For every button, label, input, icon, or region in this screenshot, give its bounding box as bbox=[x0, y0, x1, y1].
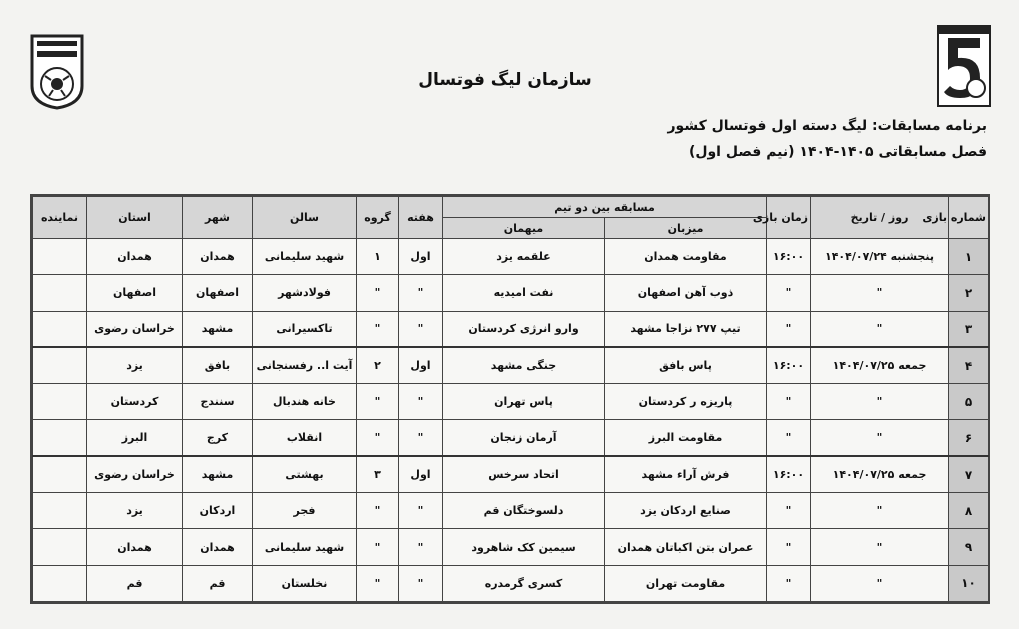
cell-date: " bbox=[811, 275, 949, 311]
cell-week: " bbox=[399, 275, 443, 311]
cell-guest: علقمه یزد bbox=[443, 239, 605, 275]
header-number: شماره بازی bbox=[949, 197, 989, 239]
cell-week: " bbox=[399, 529, 443, 565]
cell-city: مشهد bbox=[183, 456, 253, 492]
table-row bbox=[33, 311, 989, 347]
cell-week: اول bbox=[399, 347, 443, 383]
table-row bbox=[33, 420, 989, 456]
cell-guest: اتحاد سرخس bbox=[443, 456, 605, 492]
cell-guest: کسری گرمدره bbox=[443, 565, 605, 601]
schedule-table-container bbox=[30, 194, 990, 604]
competition-title: برنامه مسابقات: لیگ دسته اول فوتسال کشور bbox=[667, 118, 987, 134]
cell-province: اصفهان bbox=[87, 275, 183, 311]
cell-date: " bbox=[811, 420, 949, 456]
cell-num: ۲ bbox=[949, 275, 989, 311]
cell-rep bbox=[33, 347, 87, 383]
cell-province: خراسان رضوی bbox=[87, 311, 183, 347]
cell-province: همدان bbox=[87, 239, 183, 275]
cell-guest: وارو انرژی کردستان bbox=[443, 311, 605, 347]
cell-num: ۶ bbox=[949, 420, 989, 456]
cell-guest: آرمان زنجان bbox=[443, 420, 605, 456]
cell-time: " bbox=[767, 420, 811, 456]
cell-date: " bbox=[811, 493, 949, 529]
cell-date: پنجشنبه ۱۴۰۴/۰۷/۲۴ bbox=[811, 239, 949, 275]
cell-group: " bbox=[357, 529, 399, 565]
cell-group: " bbox=[357, 420, 399, 456]
cell-group: ۱ bbox=[357, 239, 399, 275]
cell-guest: پاس تهران bbox=[443, 384, 605, 420]
header-time: زمان بازی bbox=[767, 197, 811, 239]
table-row bbox=[33, 239, 989, 275]
cell-host: مقاومت همدان bbox=[605, 239, 767, 275]
cell-num: ۳ bbox=[949, 311, 989, 347]
cell-week: " bbox=[399, 311, 443, 347]
cell-date: " bbox=[811, 565, 949, 601]
cell-city: همدان bbox=[183, 529, 253, 565]
cell-rep bbox=[33, 456, 87, 492]
cell-week: " bbox=[399, 384, 443, 420]
cell-host: ذوب آهن اصفهان bbox=[605, 275, 767, 311]
table-row bbox=[33, 384, 989, 420]
cell-city: سنندج bbox=[183, 384, 253, 420]
cell-time: " bbox=[767, 384, 811, 420]
cell-host: تیپ ۲۷۷ نزاجا مشهد bbox=[605, 311, 767, 347]
cell-city: بافق bbox=[183, 347, 253, 383]
cell-group: " bbox=[357, 384, 399, 420]
cell-group: " bbox=[357, 311, 399, 347]
cell-num: ۵ bbox=[949, 384, 989, 420]
cell-time: " bbox=[767, 565, 811, 601]
cell-rep bbox=[33, 565, 87, 601]
cell-group: ۲ bbox=[357, 347, 399, 383]
cell-city: اصفهان bbox=[183, 275, 253, 311]
cell-host: مقاومت البرز bbox=[605, 420, 767, 456]
cell-num: ۱ bbox=[949, 239, 989, 275]
cell-num: ۷ bbox=[949, 456, 989, 492]
header-province: استان bbox=[87, 197, 183, 239]
cell-hall: شهید سلیمانی bbox=[253, 529, 357, 565]
cell-num: ۹ bbox=[949, 529, 989, 565]
cell-city: مشهد bbox=[183, 311, 253, 347]
table-row bbox=[33, 529, 989, 565]
cell-time: ۱۶:۰۰ bbox=[767, 239, 811, 275]
cell-group: " bbox=[357, 493, 399, 529]
header-guest: میهمان bbox=[443, 218, 605, 239]
cell-hall: خانه هندبال bbox=[253, 384, 357, 420]
cell-guest: سیمین کک شاهرود bbox=[443, 529, 605, 565]
cell-date: جمعه ۱۴۰۴/۰۷/۲۵ bbox=[811, 347, 949, 383]
season-title: فصل مسابقاتی ۱۴۰۵-۱۴۰۴ (نیم فصل اول) bbox=[688, 144, 987, 160]
cell-host: مقاومت تهران bbox=[605, 565, 767, 601]
org-title: سازمان لیگ فوتسال bbox=[418, 70, 592, 90]
cell-group: " bbox=[357, 565, 399, 601]
cell-week: اول bbox=[399, 456, 443, 492]
cell-guest: جنگی مشهد bbox=[443, 347, 605, 383]
header-rep: نماینده bbox=[33, 197, 87, 239]
cell-city: قم bbox=[183, 565, 253, 601]
cell-group: " bbox=[357, 275, 399, 311]
cell-rep bbox=[33, 275, 87, 311]
cell-host: پاس بافق bbox=[605, 347, 767, 383]
cell-province: قم bbox=[87, 565, 183, 601]
cell-week: " bbox=[399, 493, 443, 529]
header-match: مسابقه بین دو تیم bbox=[443, 197, 767, 218]
cell-host: فرش آراء مشهد bbox=[605, 456, 767, 492]
header-group: گروه bbox=[357, 197, 399, 239]
header-host: میزبان bbox=[605, 218, 767, 239]
cell-num: ۸ bbox=[949, 493, 989, 529]
schedule-table bbox=[32, 196, 989, 602]
cell-time: ۱۶:۰۰ bbox=[767, 456, 811, 492]
federation-logo-icon bbox=[28, 32, 86, 110]
cell-province: یزد bbox=[87, 347, 183, 383]
cell-hall: بهشتی bbox=[253, 456, 357, 492]
cell-hall: انقلاب bbox=[253, 420, 357, 456]
cell-week: اول bbox=[399, 239, 443, 275]
cell-hall: فولادشهر bbox=[253, 275, 357, 311]
cell-date: " bbox=[811, 384, 949, 420]
table-row bbox=[33, 565, 989, 601]
schedule-rows bbox=[33, 239, 989, 602]
header-week: هفته bbox=[399, 197, 443, 239]
table-row bbox=[33, 456, 989, 492]
cell-host: صنایع اردکان یزد bbox=[605, 493, 767, 529]
header-date: روز / تاریخ bbox=[811, 197, 949, 239]
cell-rep bbox=[33, 529, 87, 565]
cell-time: " bbox=[767, 493, 811, 529]
cell-hall: شهید سلیمانی bbox=[253, 239, 357, 275]
cell-date: " bbox=[811, 529, 949, 565]
cell-rep bbox=[33, 239, 87, 275]
cell-province: خراسان رضوی bbox=[87, 456, 183, 492]
cell-time: " bbox=[767, 529, 811, 565]
cell-week: " bbox=[399, 565, 443, 601]
cell-rep bbox=[33, 311, 87, 347]
table-row bbox=[33, 347, 989, 383]
cell-time: " bbox=[767, 275, 811, 311]
cell-hall: فجر bbox=[253, 493, 357, 529]
header-city: شهر bbox=[183, 197, 253, 239]
cell-rep bbox=[33, 384, 87, 420]
futsal-league-logo-icon bbox=[936, 24, 992, 108]
header-hall: سالن bbox=[253, 197, 357, 239]
cell-host: عمران بتن اکباتان همدان bbox=[605, 529, 767, 565]
cell-date: جمعه ۱۴۰۴/۰۷/۲۵ bbox=[811, 456, 949, 492]
cell-city: کرج bbox=[183, 420, 253, 456]
cell-city: اردکان bbox=[183, 493, 253, 529]
cell-num: ۴ bbox=[949, 347, 989, 383]
cell-rep bbox=[33, 493, 87, 529]
cell-week: " bbox=[399, 420, 443, 456]
cell-guest: دلسوختگان قم bbox=[443, 493, 605, 529]
table-row bbox=[33, 493, 989, 529]
cell-num: ۱۰ bbox=[949, 565, 989, 601]
cell-province: همدان bbox=[87, 529, 183, 565]
cell-time: ۱۶:۰۰ bbox=[767, 347, 811, 383]
cell-city: همدان bbox=[183, 239, 253, 275]
table-row bbox=[33, 275, 989, 311]
cell-province: کردستان bbox=[87, 384, 183, 420]
cell-rep bbox=[33, 420, 87, 456]
cell-group: ۳ bbox=[357, 456, 399, 492]
cell-province: یزد bbox=[87, 493, 183, 529]
cell-hall: آیت ا.. رفسنجانی bbox=[253, 347, 357, 383]
cell-province: البرز bbox=[87, 420, 183, 456]
cell-hall: نخلستان bbox=[253, 565, 357, 601]
cell-guest: نفت امیدیه bbox=[443, 275, 605, 311]
cell-time: " bbox=[767, 311, 811, 347]
cell-host: پاریزه ر کردستان bbox=[605, 384, 767, 420]
cell-date: " bbox=[811, 311, 949, 347]
cell-hall: تاکسیرانی bbox=[253, 311, 357, 347]
